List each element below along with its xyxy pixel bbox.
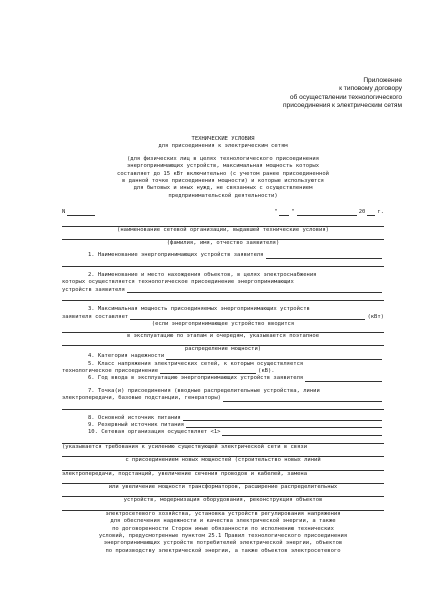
tail-line: для обеспечения надежности и качества электрической энергии, а также <box>110 518 336 525</box>
item-3-field[interactable] <box>130 319 365 320</box>
item-5-field[interactable] <box>160 373 256 374</box>
number-date-row <box>62 209 384 216</box>
requirements-note: (указывается требования к усилению существующей электрической сети в связи <box>62 443 308 450</box>
item-4-field[interactable] <box>166 359 382 360</box>
item-9-field[interactable] <box>186 427 382 428</box>
item-10-label: 10. Сетевая организация осуществляет <1> <box>88 429 221 436</box>
appendix-header <box>202 77 402 111</box>
item-9 <box>62 422 384 429</box>
year-suffix: г. <box>377 209 384 216</box>
item-5-voltage <box>62 368 384 375</box>
item-2-end <box>62 287 384 294</box>
day-field[interactable] <box>279 215 289 216</box>
item-6-label: 6. Год ввода в эксплуатацию энергопринимающих устройств заявителя <box>88 375 304 382</box>
item-2-label: устройств заявителя <box>62 286 125 293</box>
item-3: 3. Максимальная мощность присоединяемых энергопринимающих устройств <box>88 306 310 313</box>
doc-title-sub: для присоединения к электрическим сетям <box>158 143 288 150</box>
caption-org: (наименование сетевой организации, выдавшей технические условия) <box>117 226 329 233</box>
item-1-field[interactable] <box>266 258 383 259</box>
year-field[interactable] <box>367 215 375 216</box>
month-field[interactable] <box>297 215 357 216</box>
item-8-field[interactable] <box>183 420 382 421</box>
item-4 <box>62 353 384 360</box>
item-3-note: (если энергопринимающее устройство вводится <box>151 320 295 327</box>
date-quote-open: " <box>274 209 278 216</box>
item-3-label: заявителя составляет <box>62 313 129 320</box>
requirements-note: с присоединением новых мощностей (строительство новых линий <box>125 457 321 464</box>
tail-line: энергопринимающих устройств потребителей электрической энергии, объектов <box>103 540 343 547</box>
item-7-field[interactable] <box>223 401 382 402</box>
item-2-field[interactable] <box>127 292 382 293</box>
tail-line: электросетевого хозяйства, установка устройств регулирования напряжения <box>105 510 341 517</box>
item-1-label: 1. Наименование энергопринимающих устройств заявителя <box>88 252 264 259</box>
tail-line: по договоренности Сторон иные обязанности по исполнению технических <box>112 525 334 532</box>
tail-line: условий, предусмотренные пунктом 25.1 Правил технологического присоединения <box>98 533 348 540</box>
item-9-label: 9. Резервный источник питания <box>88 421 185 428</box>
date-quote-close: " <box>291 209 295 216</box>
subtitle-line: (для физических лиц в целях технологического присоединения <box>126 155 320 162</box>
item-3-unit: (кВт) <box>367 313 384 320</box>
appendix-line: об осуществлении технологического <box>289 93 402 101</box>
document-body <box>62 136 384 555</box>
item-7-end <box>62 395 384 402</box>
subtitle-line: для бытовых и иных нужд, не связанных с осуществлением <box>133 185 313 192</box>
year-prefix: 20 <box>358 209 366 216</box>
requirements-note: или увеличение мощности трансформаторов, расширение распределительных <box>108 484 338 490</box>
subtitle-line: в данной точке присоединения мощности) и которые используются <box>122 178 324 185</box>
item-10-field[interactable] <box>222 435 382 436</box>
requirements-note: электропередачи, подстанций, увеличение сечения проводов и кабелей, замена <box>62 470 308 477</box>
item-6-field[interactable] <box>305 381 382 382</box>
number-label: N <box>62 209 66 216</box>
requirements-note: устройств, модернизация оборудования, реконструкция объектов <box>123 497 323 504</box>
subtitle-line: предпринимательской деятельности) <box>168 192 278 199</box>
item-8 <box>62 415 384 422</box>
item-6 <box>62 375 384 382</box>
item-5-unit: (кВ). <box>258 367 275 374</box>
number-field[interactable] <box>67 215 95 216</box>
item-8-label: 8. Основной источник питания <box>88 414 181 421</box>
item-3-note: в эксплуатацию по этапам и очередям, указывается поэтапное <box>126 333 320 340</box>
item-4-label: 4. Категория надежности <box>88 353 165 360</box>
item-10 <box>62 429 384 436</box>
item-3-power <box>62 314 384 321</box>
item-7: 7. Точка(и) присоединения (вводные распределительные устройства, линии <box>88 387 320 394</box>
item-2: 2. Наименование и место нахождения объектов, в целях электроснабжения <box>88 271 317 278</box>
appendix-line: к типовому договору <box>339 85 402 93</box>
item-2-line: которых осуществляется технологическое присоединение энергопринимающих <box>62 279 294 286</box>
subtitle-line: энергопринимающих устройств, максимальная мощность которых <box>126 163 320 170</box>
item-7-label: электропередачи, базовые подстанции, генераторы) <box>62 395 221 402</box>
tail-line: по производству электрической энергии, а также объектов электросетевого <box>105 547 341 554</box>
caption-name: (фамилия, имя, отчество заявителя) <box>166 240 280 247</box>
appendix-line: присоединения к электрическим сетям <box>282 102 402 110</box>
appendix-line: Приложение <box>363 77 402 84</box>
item-5: 5. Класс напряжения электрических сетей, к которым осуществляется <box>88 360 304 367</box>
item-5-label: технологическое присоединение <box>62 367 159 374</box>
subtitle-line: составляет до 15 кВт включительно (с учетом ранее присоединенной <box>117 170 329 177</box>
item-3-note: распределение мощности) <box>184 345 262 352</box>
doc-title: ТЕХНИЧЕСКИЕ УСЛОВИЯ <box>191 136 255 142</box>
item-1 <box>62 252 384 259</box>
